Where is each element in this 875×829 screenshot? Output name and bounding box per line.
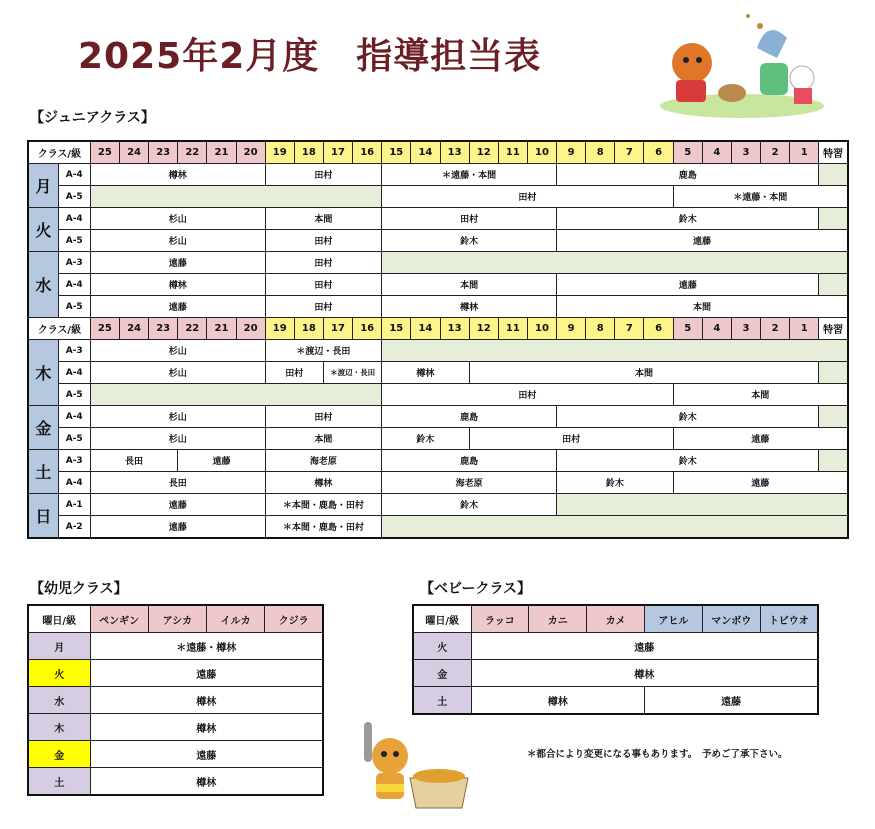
teacher-tue_a4-c3: 田村: [382, 208, 557, 230]
level-mid-8: 17: [323, 318, 352, 340]
teacher-fri_a5-c2: 本間: [265, 428, 382, 450]
class-sun_a1: A-1: [58, 494, 90, 516]
level-top-25: 特習: [819, 141, 848, 164]
teacher-tue_a4-c4: 鈴木: [557, 208, 819, 230]
teacher-wed_a5-c3: 樽林: [382, 296, 557, 318]
kids-teacher-thu: 樽林: [90, 714, 323, 741]
level-mid-15: 10: [527, 318, 556, 340]
teacher-tue_a5-c1: 杉山: [90, 230, 265, 252]
class-sun_a2: A-2: [58, 516, 90, 539]
teacher-sat_a4-c4: 鈴木: [557, 472, 674, 494]
teacher-wed_a3-c1: 遠藤: [90, 252, 265, 274]
teacher-sat_a3-c4: 鹿島: [382, 450, 557, 472]
oni-with-beans-illustration: [350, 718, 475, 810]
level-mid-4: 21: [207, 318, 236, 340]
level-mid-0: 25: [90, 318, 119, 340]
teacher-mon_a4-c3: ＊遠藤・本間: [382, 164, 557, 186]
teacher-sat_a3-c2: 遠藤: [178, 450, 265, 472]
baby-teacher-tue: 遠藤: [471, 633, 818, 660]
teacher-tue_a5-c3: 鈴木: [382, 230, 557, 252]
teacher-fri_a5-c5: 遠藤: [673, 428, 848, 450]
junior-header-label: クラス/級: [28, 318, 90, 340]
level-mid-5: 20: [236, 318, 265, 340]
level-top-2: 23: [149, 141, 178, 164]
teacher-wed_a4-c3: 本間: [382, 274, 557, 296]
teacher-thu_a4-c2: 田村: [265, 362, 323, 384]
kids-teacher-fri: 遠藤: [90, 741, 323, 768]
empty-cell-thu_a3-2: [382, 340, 848, 362]
junior-schedule-table: [27, 140, 849, 539]
level-top-12: 13: [440, 141, 469, 164]
empty-cell-sun_a2-2: [382, 516, 848, 539]
empty-cell-sat_a3-5: [819, 450, 848, 472]
class-thu_a5: A-5: [58, 384, 90, 406]
teacher-thu_a5-c2: 本間: [673, 384, 848, 406]
level-mid-11: 14: [411, 318, 440, 340]
level-top-0: 25: [90, 141, 119, 164]
teacher-wed_a5-c4: 本間: [557, 296, 848, 318]
teacher-sat_a4-c5: 遠藤: [673, 472, 848, 494]
kids-day-sat: 土: [28, 768, 90, 796]
kids-day-fri: 金: [28, 741, 90, 768]
level-mid-24: 1: [790, 318, 819, 340]
oni-and-animals-illustration: [652, 8, 832, 120]
day-fri: 金: [28, 406, 58, 450]
empty-cell-wed_a3-2: [382, 252, 848, 274]
teacher-tue_a5-c4: 遠藤: [557, 230, 848, 252]
teacher-fri_a4-c1: 杉山: [90, 406, 265, 428]
level-top-16: 9: [557, 141, 586, 164]
junior-section-label: 【ジュニアクラス】: [30, 110, 155, 126]
teacher-thu_a3-c1: 杉山: [90, 340, 265, 362]
baby-class-ahiru: アヒル: [644, 605, 702, 633]
teacher-wed_a4-c2: 田村: [265, 274, 382, 296]
baby-class-kame: カメ: [587, 605, 645, 633]
teacher-wed_a4-c1: 樽林: [90, 274, 265, 296]
kids-day-mon: 月: [28, 633, 90, 660]
level-mid-12: 13: [440, 318, 469, 340]
day-sun: 日: [28, 494, 58, 539]
level-mid-19: 6: [644, 318, 673, 340]
level-top-9: 16: [353, 141, 382, 164]
baby-teacher-fri: 樽林: [471, 660, 818, 687]
level-top-5: 20: [236, 141, 265, 164]
teacher-wed_a4-c4: 遠藤: [557, 274, 819, 296]
level-top-22: 3: [731, 141, 760, 164]
teacher-sat_a3-c5: 鈴木: [557, 450, 819, 472]
class-mon_a5: A-5: [58, 186, 90, 208]
teacher-mon_a4-c2: 田村: [265, 164, 382, 186]
teacher-wed_a3-c2: 田村: [265, 252, 382, 274]
teacher-fri_a4-c2: 田村: [265, 406, 382, 428]
teacher-fri_a4-c3: 鹿島: [382, 406, 557, 428]
teacher-wed_a5-c1: 遠藤: [90, 296, 265, 318]
teacher-sat_a4-c2: 樽林: [265, 472, 382, 494]
baby-header-label: 曜日/級: [413, 605, 471, 633]
day-sat: 土: [28, 450, 58, 494]
kids-teacher-mon: ＊遠藤・樽林: [90, 633, 323, 660]
level-top-21: 4: [702, 141, 731, 164]
level-mid-21: 4: [702, 318, 731, 340]
baby-day-fri: 金: [413, 660, 471, 687]
teacher-sat_a4-c3: 海老原: [382, 472, 557, 494]
level-mid-18: 7: [615, 318, 644, 340]
level-mid-7: 18: [294, 318, 323, 340]
teacher-fri_a4-c4: 鈴木: [557, 406, 819, 428]
class-wed_a5: A-5: [58, 296, 90, 318]
level-mid-10: 15: [382, 318, 411, 340]
teacher-thu_a4-c5: 本間: [469, 362, 819, 384]
level-mid-2: 23: [149, 318, 178, 340]
class-fri_a5: A-5: [58, 428, 90, 450]
level-top-13: 12: [469, 141, 498, 164]
class-tue_a4: A-4: [58, 208, 90, 230]
teacher-fri_a5-c3: 鈴木: [382, 428, 469, 450]
day-thu: 木: [28, 340, 58, 406]
teacher-sun_a2-c1: 遠藤: [90, 516, 265, 539]
level-mid-6: 19: [265, 318, 294, 340]
day-wed: 水: [28, 252, 58, 318]
teacher-mon_a4-c4: 鹿島: [557, 164, 819, 186]
baby-teacher-sat-1: 樽林: [471, 687, 644, 715]
teacher-thu_a4-c4: 樽林: [382, 362, 469, 384]
kids-class-penguin: ペンギン: [90, 605, 148, 633]
empty-cell-mon_a4-4: [819, 164, 848, 186]
level-top-14: 11: [498, 141, 527, 164]
level-mid-13: 12: [469, 318, 498, 340]
level-top-10: 15: [382, 141, 411, 164]
empty-cell-thu_a5-0: [90, 384, 381, 406]
empty-cell-wed_a4-4: [819, 274, 848, 296]
teacher-fri_a5-c4: 田村: [469, 428, 673, 450]
kids-class-iruka: イルカ: [207, 605, 265, 633]
teacher-sat_a3-c1: 長田: [90, 450, 177, 472]
empty-cell-mon_a5-0: [90, 186, 381, 208]
level-top-3: 22: [178, 141, 207, 164]
class-wed_a4: A-4: [58, 274, 90, 296]
baby-schedule-table: [412, 604, 819, 715]
kids-schedule-table: [27, 604, 324, 796]
level-top-23: 2: [761, 141, 790, 164]
level-top-11: 14: [411, 141, 440, 164]
day-tue: 火: [28, 208, 58, 252]
page-title: 2025年2月度 指導担当表: [78, 36, 542, 77]
level-mid-1: 24: [119, 318, 148, 340]
teacher-tue_a4-c2: 本間: [265, 208, 382, 230]
kids-header-label: 曜日/級: [28, 605, 90, 633]
kids-teacher-sat: 樽林: [90, 768, 323, 796]
level-top-1: 24: [119, 141, 148, 164]
junior-header-label: クラス/級: [28, 141, 90, 164]
level-top-7: 18: [294, 141, 323, 164]
kids-day-wed: 水: [28, 687, 90, 714]
baby-teacher-sat-2: 遠藤: [644, 687, 818, 715]
empty-cell-thu_a4-5: [819, 362, 848, 384]
teacher-thu_a5-c1: 田村: [382, 384, 673, 406]
class-tue_a5: A-5: [58, 230, 90, 252]
level-top-8: 17: [323, 141, 352, 164]
kids-teacher-tue: 遠藤: [90, 660, 323, 687]
empty-cell-fri_a4-4: [819, 406, 848, 428]
baby-section-label: 【ベビークラス】: [420, 581, 532, 597]
day-mon: 月: [28, 164, 58, 208]
teacher-thu_a4-c1: 杉山: [90, 362, 265, 384]
teacher-sat_a3-c3: 海老原: [265, 450, 382, 472]
class-sat_a3: A-3: [58, 450, 90, 472]
teacher-sun_a2-c2: ＊本間・鹿島・田村: [265, 516, 382, 539]
level-top-4: 21: [207, 141, 236, 164]
baby-class-kani: カニ: [529, 605, 587, 633]
level-mid-14: 11: [498, 318, 527, 340]
level-top-6: 19: [265, 141, 294, 164]
level-top-17: 8: [586, 141, 615, 164]
level-mid-23: 2: [761, 318, 790, 340]
teacher-mon_a5-c2: ＊遠藤・本間: [673, 186, 848, 208]
class-sat_a4: A-4: [58, 472, 90, 494]
class-fri_a4: A-4: [58, 406, 90, 428]
class-wed_a3: A-3: [58, 252, 90, 274]
level-mid-16: 9: [557, 318, 586, 340]
baby-day-sat: 土: [413, 687, 471, 715]
level-mid-20: 5: [673, 318, 702, 340]
teacher-tue_a4-c1: 杉山: [90, 208, 265, 230]
level-mid-9: 16: [353, 318, 382, 340]
empty-cell-tue_a4-4: [819, 208, 848, 230]
level-top-18: 7: [615, 141, 644, 164]
teacher-mon_a5-c1: 田村: [382, 186, 673, 208]
teacher-tue_a5-c2: 田村: [265, 230, 382, 252]
class-thu_a3: A-3: [58, 340, 90, 362]
teacher-sat_a4-c1: 長田: [90, 472, 265, 494]
teacher-wed_a5-c2: 田村: [265, 296, 382, 318]
class-mon_a4: A-4: [58, 164, 90, 186]
level-mid-17: 8: [586, 318, 615, 340]
level-top-20: 5: [673, 141, 702, 164]
baby-class-rakko: ラッコ: [471, 605, 529, 633]
level-top-19: 6: [644, 141, 673, 164]
teacher-mon_a4-c1: 樽林: [90, 164, 265, 186]
baby-class-tobiuo: トビウオ: [760, 605, 818, 633]
level-top-15: 10: [527, 141, 556, 164]
class-thu_a4: A-4: [58, 362, 90, 384]
change-notice: ＊都合により変更になる事もあります。 予めご了承下さい。: [527, 749, 788, 760]
baby-day-tue: 火: [413, 633, 471, 660]
kids-section-label: 【幼児クラス】: [30, 581, 128, 597]
level-top-24: 1: [790, 141, 819, 164]
level-mid-25: 特習: [819, 318, 848, 340]
kids-day-tue: 火: [28, 660, 90, 687]
level-mid-22: 3: [731, 318, 760, 340]
kids-day-thu: 木: [28, 714, 90, 741]
kids-class-kujira: クジラ: [265, 605, 323, 633]
teacher-sun_a1-c1: 遠藤: [90, 494, 265, 516]
teacher-fri_a5-c1: 杉山: [90, 428, 265, 450]
teacher-thu_a3-c2: ＊渡辺・長田: [265, 340, 382, 362]
teacher-sun_a1-c2: ＊本間・鹿島・田村: [265, 494, 382, 516]
level-mid-3: 22: [178, 318, 207, 340]
teacher-thu_a4-c3: ＊渡辺・長田: [323, 362, 381, 384]
empty-cell-sun_a1-3: [557, 494, 848, 516]
kids-teacher-wed: 樽林: [90, 687, 323, 714]
baby-class-manbou: マンボウ: [702, 605, 760, 633]
kids-class-ashika: アシカ: [148, 605, 206, 633]
teacher-sun_a1-c3: 鈴木: [382, 494, 557, 516]
